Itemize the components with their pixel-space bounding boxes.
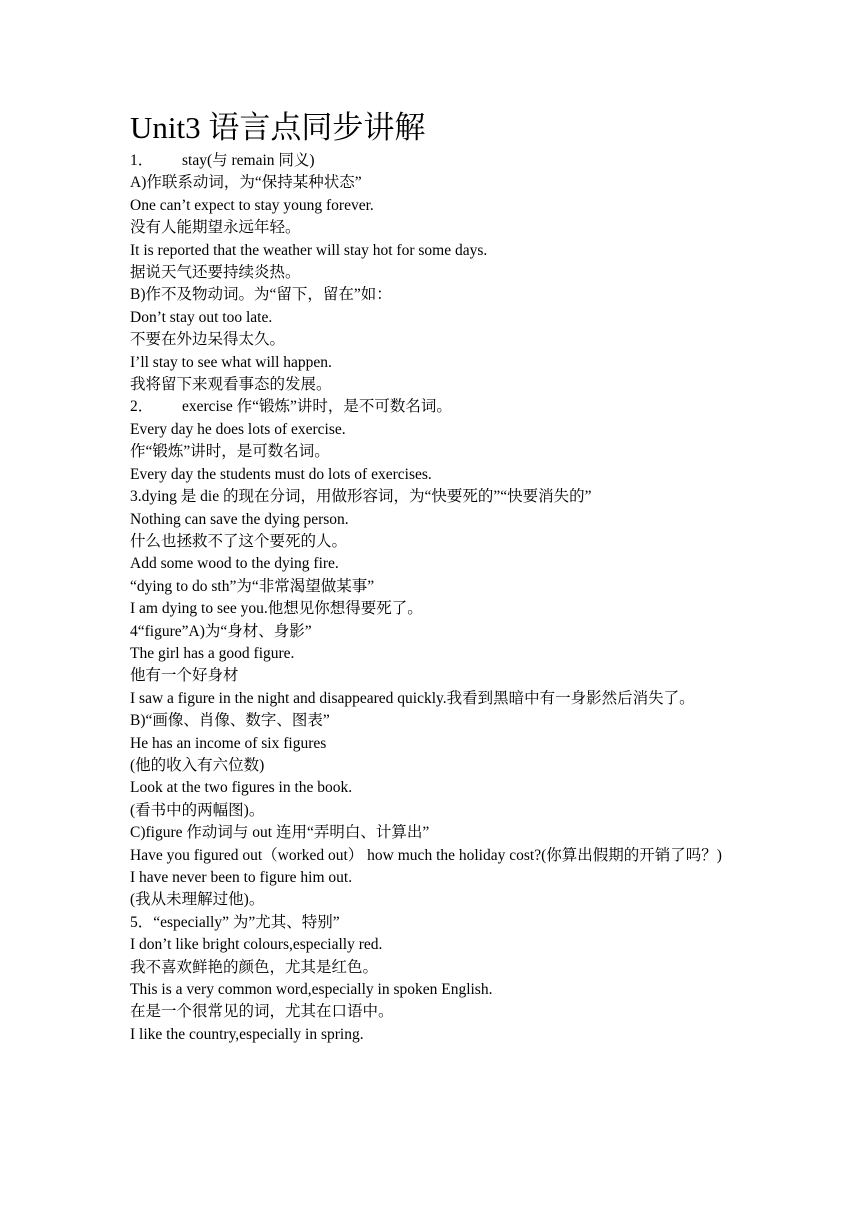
line-text: I like the country,especially in spring. bbox=[130, 1025, 364, 1043]
text-line bbox=[130, 486, 740, 508]
line-text: He has an income of six figures bbox=[130, 734, 327, 752]
text-line bbox=[130, 217, 740, 239]
line-text: A)作联系动词，为“保持某种状态” bbox=[130, 174, 362, 192]
line-text: Look at the two figures in the book. bbox=[130, 779, 353, 797]
line-text: 4“figure”A)为“身材、身影” bbox=[130, 622, 312, 640]
list-number: 1． bbox=[130, 152, 154, 169]
line-text: Add some wood to the dying fire. bbox=[130, 555, 339, 573]
line-text: (看书中的两幅图)。 bbox=[130, 801, 265, 819]
line-text: I am dying to see you.他想见你想得要死了。 bbox=[130, 600, 423, 618]
text-line bbox=[130, 307, 740, 329]
text-line bbox=[130, 755, 740, 777]
text-line bbox=[130, 419, 740, 441]
list-number: 2． bbox=[130, 398, 154, 416]
text-line bbox=[130, 643, 740, 665]
line-text: 我不喜欢鲜艳的颜色，尤其是红色。 bbox=[130, 958, 379, 976]
text-line bbox=[130, 172, 740, 194]
text-line bbox=[130, 845, 740, 867]
text-line bbox=[130, 396, 740, 418]
document-page bbox=[130, 106, 740, 1046]
line-text: 不要在外边呆得太久。 bbox=[130, 331, 286, 349]
line-text: 在是一个很常见的词，尤其在口语中。 bbox=[130, 1003, 394, 1021]
line-text: 3.dying 是 die 的现在分词，用做形容词，为“快要死的”“快要消失的” bbox=[130, 488, 592, 506]
line-text: Every day the students must do lots of exercises. bbox=[130, 465, 432, 483]
text-line bbox=[130, 912, 740, 934]
line-text: C)figure 作动词与 out 连用“弄明白、计算出” bbox=[130, 824, 430, 842]
text-line bbox=[130, 800, 740, 822]
text-line bbox=[130, 531, 740, 553]
page-title: Unit3 语言点同步讲解 bbox=[130, 110, 426, 145]
text-line bbox=[130, 889, 740, 911]
text-line bbox=[130, 352, 740, 374]
line-text: 他有一个好身材 bbox=[130, 667, 239, 685]
line-text: 作“锻炼”讲时，是可数名词。 bbox=[130, 443, 330, 461]
line-text: 5．“especially” 为”尤其、特别” bbox=[130, 913, 340, 931]
text-line bbox=[130, 688, 740, 710]
text-line bbox=[130, 598, 740, 620]
text-line bbox=[130, 710, 740, 732]
text-line bbox=[130, 284, 740, 306]
text-line bbox=[130, 1001, 740, 1023]
text-line bbox=[130, 957, 740, 979]
line-text: It is reported that the weather will stay hot for some days. bbox=[130, 241, 488, 259]
line-text: 什么也拯救不了这个要死的人。 bbox=[130, 532, 348, 550]
text-line bbox=[130, 509, 740, 531]
line-text: (他的收入有六位数) bbox=[130, 756, 265, 774]
line-text: The girl has a good figure. bbox=[130, 644, 295, 662]
text-line bbox=[130, 262, 740, 284]
line-text: 没有人能期望永远年轻。 bbox=[130, 219, 301, 237]
line-text: I saw a figure in the night and disappeared quickly.我看到黑暗中有一身影然后消失了。 bbox=[130, 689, 695, 707]
line-text: 我将留下来观看事态的发展。 bbox=[130, 376, 332, 394]
text-line bbox=[130, 1024, 740, 1046]
line-text: Nothing can save the dying person. bbox=[130, 510, 349, 528]
text-line bbox=[130, 777, 740, 799]
text-line bbox=[130, 150, 740, 172]
text-line bbox=[130, 621, 740, 643]
line-text: This is a very common word,especially in spoken English. bbox=[130, 981, 493, 999]
text-line bbox=[130, 867, 740, 889]
line-text: I have never been to figure him out. bbox=[130, 869, 353, 886]
text-line bbox=[130, 441, 740, 463]
line-text: B)“画像、肖像、数字、图表” bbox=[130, 712, 330, 730]
line-text: 据说天气还要持续炎热。 bbox=[130, 264, 301, 282]
text-line bbox=[130, 576, 740, 598]
text-line bbox=[130, 733, 740, 755]
line-text: B)作不及物动词。为“留下，留在”如： bbox=[130, 286, 392, 304]
document-body bbox=[130, 150, 740, 1046]
text-line bbox=[130, 934, 740, 956]
text-line bbox=[130, 822, 740, 844]
text-line bbox=[130, 240, 740, 262]
text-line bbox=[130, 329, 740, 351]
line-text: stay(与 remain 同义) bbox=[182, 152, 315, 169]
line-text: One can’t expect to stay young forever. bbox=[130, 196, 374, 214]
text-line bbox=[130, 665, 740, 687]
text-line bbox=[130, 374, 740, 396]
line-text: I don’t like bright colours,especially red. bbox=[130, 936, 383, 954]
text-line bbox=[130, 195, 740, 217]
line-text: Don’t stay out too late. bbox=[130, 308, 273, 326]
line-text: “dying to do sth”为“非常渴望做某事” bbox=[130, 577, 375, 595]
text-line bbox=[130, 464, 740, 486]
text-line bbox=[130, 979, 740, 1001]
line-text: I’ll stay to see what will happen. bbox=[130, 353, 332, 371]
line-text: Every day he does lots of exercise. bbox=[130, 420, 346, 438]
line-text: (我从未理解过他)。 bbox=[130, 891, 265, 909]
text-line bbox=[130, 553, 740, 575]
line-text: Have you figured out（worked out） how much the holiday cost?(你算出假期的开销了吗？) bbox=[130, 846, 722, 864]
line-text: exercise 作“锻炼”讲时，是不可数名词。 bbox=[182, 398, 452, 416]
